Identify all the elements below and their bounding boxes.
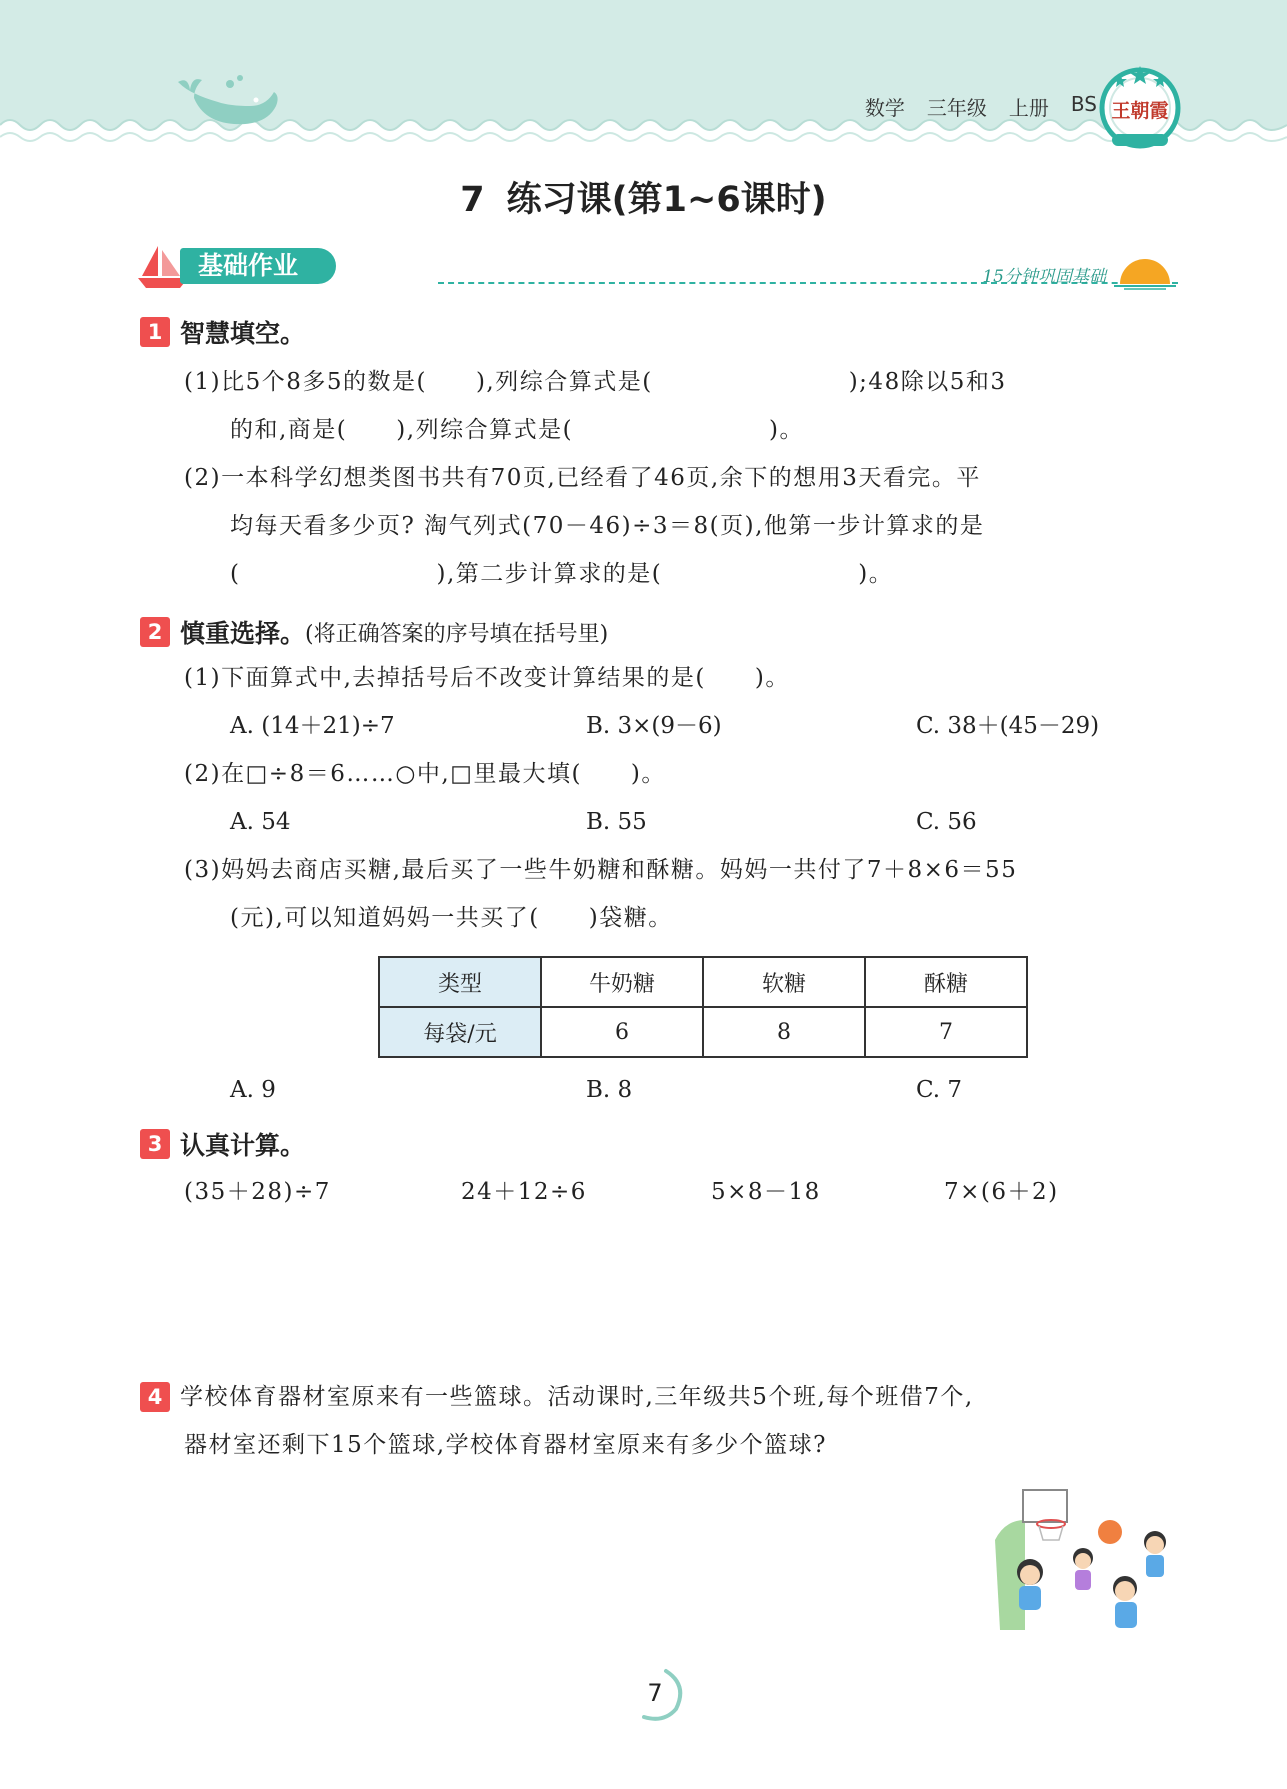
q1-part2-line3: ( ),第二步计算求的是( )。: [230, 561, 894, 587]
volume-label: 上册: [1008, 96, 1049, 120]
subject-label: 数学: [864, 96, 905, 120]
question-number-badge: 3: [140, 1129, 170, 1159]
table-cell: 7: [865, 1007, 1027, 1057]
question-4: [140, 1373, 1180, 1469]
lesson-number: 7: [460, 180, 485, 220]
q2-sub3-options: [140, 1066, 1180, 1114]
question-4-line1: 学校体育器材室原来有一些篮球。活动课时,三年级共5个班,每个班借7个,: [180, 1384, 974, 1410]
question-number-badge: 1: [140, 317, 170, 347]
publisher-logo: [1098, 62, 1182, 154]
page-number-text: 7: [647, 1679, 663, 1707]
page-title: [0, 172, 1287, 222]
option-c: C. 7: [916, 1077, 963, 1103]
section-time-note: 15分钟巩固基础: [982, 267, 1106, 287]
page-number: [620, 1665, 690, 1725]
header-meta: [865, 92, 1097, 121]
table-cell: 6: [541, 1007, 703, 1057]
q1-part2-line2: 均每天看多少页? 淘气列式(70－46)÷3＝8(页),他第一步计算求的是: [230, 513, 985, 539]
option-a: A. 9: [230, 1077, 276, 1103]
section-label: 基础作业: [180, 248, 336, 284]
whale-icon: [170, 72, 290, 142]
table-header-cell: 酥糖: [865, 957, 1027, 1007]
question-4-line1-row: [140, 1373, 1180, 1421]
q2-sub1-options: [140, 702, 1180, 750]
option-c: C. 38＋(45－29): [916, 713, 1100, 739]
candy-price-table: [378, 956, 1028, 1058]
calc-item: 5×8－18: [711, 1179, 821, 1205]
question-3-title: 认真计算。: [180, 1131, 306, 1160]
calc-item: 7×(6＋2): [944, 1179, 1059, 1205]
q2-sub3-stem-line1: (3)妈妈去商店买糖,最后买了一些牛奶糖和酥糖。妈妈一共付了7＋8×6＝55: [184, 857, 1018, 883]
sunrise-icon: [1112, 254, 1178, 290]
table-row-label: 每袋/元: [379, 1007, 541, 1057]
exercise-content: [140, 312, 1180, 1216]
kids-basketball-illustration: [985, 1480, 1185, 1650]
option-b: B. 8: [586, 1077, 633, 1103]
q2-sub2-stem: (2)在□÷8＝6……○中,□里最大填( )。: [184, 761, 666, 787]
calc-item: 24＋12÷6: [461, 1179, 587, 1205]
option-b: B. 3×(9－6): [586, 713, 722, 739]
question-number-badge: 4: [140, 1382, 170, 1412]
table-header-cell: 类型: [379, 957, 541, 1007]
calc-item: (35＋28)÷7: [184, 1179, 331, 1205]
question-1-title: 智慧填空。: [180, 319, 306, 348]
q1-part1-line1: (1)比5个8多5的数是( ),列综合算式是( );48除以5和3: [184, 369, 1007, 395]
table-row: [379, 957, 1027, 1007]
option-a: A. (14＋21)÷7: [230, 713, 395, 739]
q1-part1-line2: 的和,商是( ),列综合算式是( )。: [230, 417, 805, 443]
table-header-cell: 软糖: [703, 957, 865, 1007]
question-1-heading: [140, 312, 1180, 352]
edition-label: BS: [1070, 92, 1097, 116]
question-2-note: (将正确答案的序号填在括号里): [305, 621, 609, 647]
table-row: [379, 1007, 1027, 1057]
option-c: C. 56: [916, 809, 977, 835]
logo-text: 王朝霞: [1111, 100, 1169, 122]
question-4-line2: 器材室还剩下15个篮球,学校体育器材室原来有多少个篮球?: [184, 1432, 827, 1458]
option-a: A. 54: [230, 809, 291, 835]
q1-part2-line1: (2)一本科学幻想类图书共有70页,已经看了46页,余下的想用3天看完。平: [184, 465, 981, 491]
question-2-heading: [140, 612, 1180, 652]
option-b: B. 55: [586, 809, 647, 835]
table-cell: 8: [703, 1007, 865, 1057]
question-number-badge: 2: [140, 617, 170, 647]
table-header-cell: 牛奶糖: [541, 957, 703, 1007]
q2-sub3-stem-line2: (元),可以知道妈妈一共买了( )袋糖。: [230, 905, 673, 931]
section-banner: [138, 244, 1178, 294]
question-2-title: 慎重选择。: [180, 619, 306, 648]
question-3-heading: [140, 1124, 1180, 1164]
q2-sub2-options: [140, 798, 1180, 846]
q3-calculations: [140, 1168, 1180, 1216]
lesson-title-text: 练习课(第1~6课时): [506, 180, 827, 220]
grade-label: 三年级: [926, 96, 987, 120]
q2-sub1-stem: (1)下面算式中,去掉括号后不改变计算结果的是( )。: [184, 665, 790, 691]
